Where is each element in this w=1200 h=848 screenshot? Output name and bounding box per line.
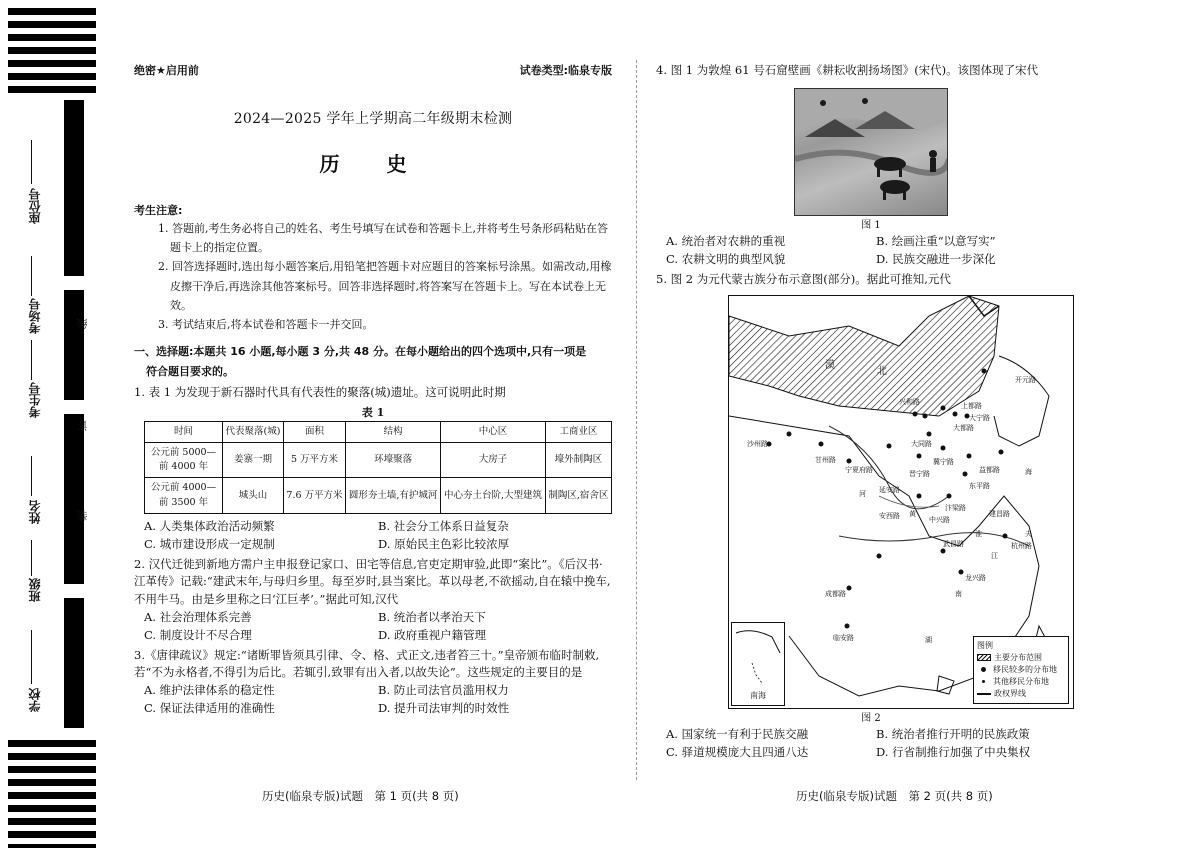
svg-text:宁夏府路: 宁夏府路 <box>845 465 873 474</box>
svg-text:成都路: 成都路 <box>825 589 846 598</box>
field-seat-label: 座位号 <box>28 188 42 224</box>
notice-item: 1. 答题前,考生务必将自己的姓名、考生号填写在试卷和答题卡上,并将考生号条形码粘贴在答题卡上的指定位置。 <box>158 221 608 255</box>
table-header-row: 时间 代表聚落(城) 面积 结构 中心区 工商业区 <box>145 421 612 442</box>
section-heading: 一、选择题:本题共 16 小题,每小题 3 分,共 48 分。在每小题给出的四个选项中,只有一项是 符合题目要求的。 <box>134 345 587 379</box>
figure-1-caption: 图 1 <box>861 219 881 231</box>
legend-item: 政权界线 <box>977 688 1065 700</box>
option-a[interactable]: A. 国家统一有利于民族交融 <box>666 727 809 742</box>
figure-1-mural <box>794 88 948 216</box>
svg-text:夫: 夫 <box>1025 529 1032 538</box>
option-d[interactable]: D. 提升司法审判的时效性 <box>378 701 510 716</box>
svg-text:海: 海 <box>1025 467 1032 476</box>
large-dot-swatch <box>981 667 986 672</box>
svg-text:淮: 淮 <box>975 529 982 538</box>
svg-text:汴梁路: 汴梁路 <box>945 503 966 512</box>
svg-text:延安路: 延安路 <box>879 485 900 494</box>
svg-text:安西路: 安西路 <box>879 511 900 520</box>
question-3-stem: 3.《唐律疏议》规定:“诸断罪皆须具引律、令、格、式正文,违者笞三十。”皇帝颁布临时制敕,若“不为永格者,不得引为后比。若辄引,致罪有出入者,以故失论”。这些规定的主要目的是 <box>134 647 600 680</box>
notice-list <box>134 219 612 335</box>
question-4-stem: 4. 图 1 为敦煌 61 号石窟壁画《耕耘收割扬场图》(宋代)。该图体现了宋代 <box>656 63 1039 77</box>
option-b[interactable]: B. 统治者推行开明的民族政策 <box>876 727 1030 742</box>
svg-text:兴和路: 兴和路 <box>899 397 920 406</box>
figure-2-map <box>728 295 1074 709</box>
legend-item: 移民较多的分布地 <box>977 664 1065 676</box>
exam-title: 2024—2025 学年上学期高二年级期末检测 <box>233 111 513 128</box>
line-swatch <box>977 693 991 695</box>
option-b[interactable]: B. 防止司法官员滥用权力 <box>378 683 509 698</box>
map-inset-south-sea <box>731 622 785 706</box>
field-school-label: 学校 <box>28 688 42 712</box>
cut-mark-zhuang: 装 <box>76 510 89 521</box>
notice-item: 3. 考试结束后,将本试卷和答题卡一并交回。 <box>158 318 374 332</box>
option-a[interactable]: A. 维护法律体系的稳定性 <box>144 683 275 698</box>
field-name-label: 姓名 <box>28 500 42 524</box>
svg-text:上都路: 上都路 <box>961 401 982 410</box>
svg-text:沙州路: 沙州路 <box>747 439 768 448</box>
legend-item: 主要分布范围 <box>977 652 1065 664</box>
map-legend <box>973 636 1069 704</box>
svg-text:杭州路: 杭州路 <box>1011 541 1032 550</box>
question-4-options <box>656 233 1086 269</box>
question-2-options <box>134 609 612 645</box>
page-divider <box>636 60 637 780</box>
page-2 <box>656 62 1086 762</box>
svg-text:开元路: 开元路 <box>1015 375 1036 384</box>
option-c[interactable]: C. 农耕文明的典型风貌 <box>666 252 786 267</box>
field-room-line[interactable] <box>31 256 32 296</box>
notice-heading: 考生注意: <box>134 203 183 217</box>
option-c[interactable]: C. 城市建设形成一定规制 <box>144 536 275 551</box>
small-dot-swatch <box>982 680 985 683</box>
question-5-stem: 5. 图 2 为元代蒙古族分布示意图(部分)。据此可推知,元代 <box>656 271 951 286</box>
cut-mark-line: 线 <box>76 318 89 329</box>
question-2-stem: 2. 汉代迁徙到新地方需户主申报登记家口、田宅等信息,官吏定期审验,此即“案比”。《后汉书·江革传》记载:“建武末年,与母归乡里。每至岁时,县当案比。革以母老,不欲摇动,自在辕中挽车,不用牛马。由是乡里称之曰‘江巨孝’。”据此可知,汉代 <box>134 556 611 607</box>
figure-2-caption: 图 2 <box>861 712 881 724</box>
option-c[interactable]: C. 保证法律适用的准确性 <box>144 701 275 716</box>
confidential-label: 绝密★启用前 <box>134 64 199 77</box>
svg-text:湖: 湖 <box>925 635 932 644</box>
svg-text:中兴路: 中兴路 <box>929 515 950 524</box>
cut-mark-ding: 订 <box>76 420 89 431</box>
field-examinee-line[interactable] <box>31 340 32 380</box>
paper-type-label: 试卷类型:临泉专版 <box>519 64 612 77</box>
option-c[interactable]: C. 制度设计不尽合理 <box>144 627 252 642</box>
page-1 <box>134 62 612 718</box>
svg-text:冀宁路: 冀宁路 <box>933 457 954 466</box>
option-b[interactable]: B. 绘画注重“以意写实” <box>876 234 996 249</box>
svg-text:临安路: 临安路 <box>833 633 854 642</box>
question-1-options <box>134 518 612 554</box>
subject-title: 历 史 <box>319 151 427 176</box>
svg-text:江: 江 <box>991 551 998 560</box>
hatch-swatch <box>977 654 991 661</box>
option-a[interactable]: A. 统治者对农耕的重视 <box>666 234 786 249</box>
field-name-line[interactable] <box>31 456 32 496</box>
inset-label: 南海 <box>750 691 766 701</box>
svg-text:晋宁路: 晋宁路 <box>909 469 930 478</box>
field-examinee-label: 考生号 <box>28 382 42 418</box>
option-b[interactable]: B. 社会分工体系日益复杂 <box>378 518 509 533</box>
mural-drawing <box>795 89 948 216</box>
table-1-caption: 表 1 <box>361 405 385 419</box>
table-row: 公元前 4000—前 3500 年 城头山 7.6 万平方米 圆形夯土墙,有护城河 中心夯土台阶,大型建筑 制陶区,宿舍区 <box>145 478 612 514</box>
svg-text:龙兴路: 龙兴路 <box>965 573 986 582</box>
field-school-line[interactable] <box>31 630 32 684</box>
svg-text:建昌路: 建昌路 <box>989 509 1010 518</box>
table-row: 公元前 5000—前 4000 年 姜寨一期 5 万平方米 环壕聚落 大房子 壕外制陶区 <box>145 442 612 478</box>
svg-text:南: 南 <box>955 589 962 598</box>
field-seat-line[interactable] <box>31 140 32 184</box>
option-c[interactable]: C. 驿道规模庞大且四通八达 <box>666 745 809 760</box>
svg-text:漠: 漠 <box>825 359 835 371</box>
svg-text:武昌路: 武昌路 <box>943 539 964 548</box>
question-1-stem: 1. 表 1 为发现于新石器时代具有代表性的聚落(城)遗址。这可说明此时期 <box>134 384 506 399</box>
page-2-footer: 历史(临泉专版)试题 第 2 页(共 8 页) <box>796 789 993 803</box>
option-d[interactable]: D. 行省制推行加强了中央集权 <box>876 745 1031 760</box>
field-class-label: 班级 <box>28 578 42 602</box>
page-1-footer: 历史(临泉专版)试题 第 1 页(共 8 页) <box>262 789 459 803</box>
binding-strip <box>0 0 100 848</box>
table-1 <box>144 421 612 514</box>
field-room-label: 考场号 <box>28 298 42 334</box>
svg-text:北: 北 <box>877 365 887 377</box>
option-b[interactable]: B. 统治者以孝治天下 <box>378 610 486 625</box>
svg-text:甘州路: 甘州路 <box>815 455 836 464</box>
legend-item: 其他移民分布地 <box>977 676 1065 688</box>
svg-text:大宁路: 大宁路 <box>969 413 990 422</box>
svg-text:河: 河 <box>859 489 866 498</box>
option-a[interactable]: A. 社会治理体系完善 <box>144 610 252 625</box>
option-d[interactable]: D. 民族交融进一步深化 <box>876 252 996 267</box>
question-5-options <box>656 726 1086 762</box>
barcode-bottom <box>8 740 96 848</box>
page-header <box>134 62 612 79</box>
legend-title: 图例 <box>977 640 993 650</box>
svg-text:黄: 黄 <box>909 509 916 518</box>
notice-item: 2. 回答选择题时,选出每小题答案后,用铅笔把答题卡对应题目的答案标号涂黑。如需改动,用橡皮擦干净后,再选涂其他答案标号。回答非选择题时,将答案写在答题卡上。写在本试卷上无效。 <box>158 260 612 312</box>
barcode-top <box>8 8 96 99</box>
option-d[interactable]: D. 政府重视户籍管理 <box>378 627 487 642</box>
svg-text:东平路: 东平路 <box>969 481 990 490</box>
svg-text:大都路: 大都路 <box>953 423 974 432</box>
svg-text:益都路: 益都路 <box>979 465 1000 474</box>
option-d[interactable]: D. 原始民主色彩比较浓厚 <box>378 536 510 551</box>
svg-text:大同路: 大同路 <box>911 439 932 448</box>
field-class-line[interactable] <box>31 540 32 576</box>
question-3-options <box>134 682 612 718</box>
option-a[interactable]: A. 人类集体政治活动频繁 <box>144 518 275 533</box>
